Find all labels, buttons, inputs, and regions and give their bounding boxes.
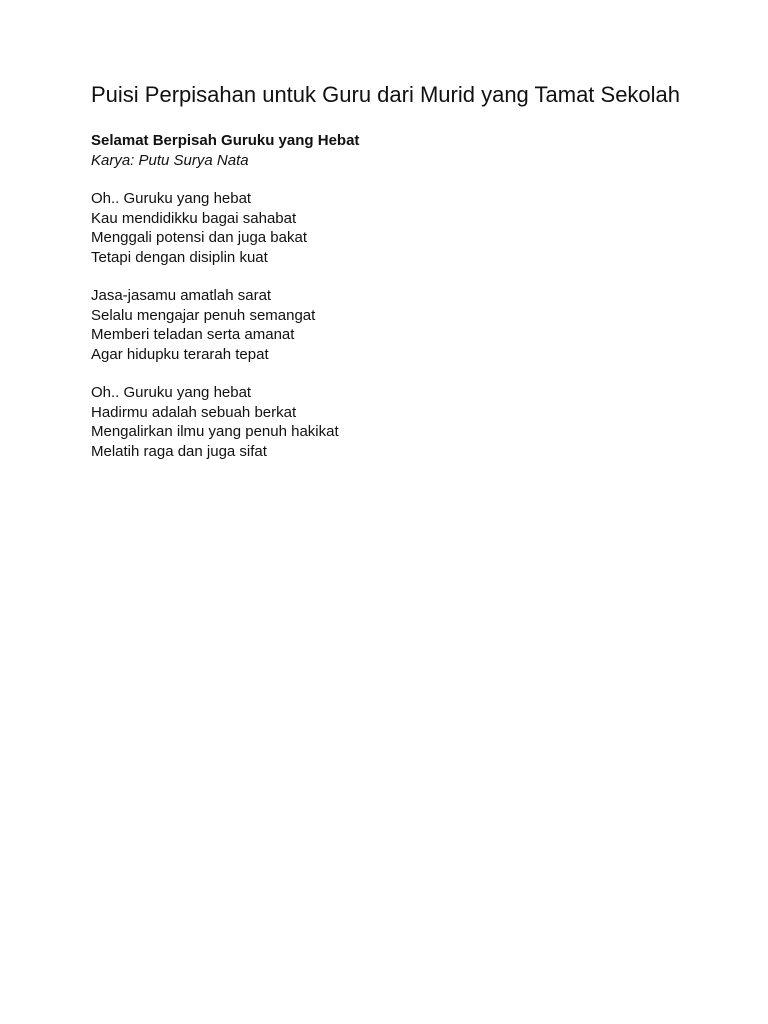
poem-title: Selamat Berpisah Guruku yang Hebat [91, 132, 360, 149]
poem-line: Jasa-jasamu amatlah sarat [91, 287, 272, 304]
stanza-3 [91, 383, 691, 461]
poem-line: Melatih raga dan juga sifat [91, 442, 267, 460]
poem-line: Oh.. Guruku yang hebat [91, 190, 252, 207]
stanza-2 [91, 286, 691, 364]
document-title: Puisi Perpisahan untuk Guru dari Murid yang Tamat Sekolah [91, 82, 681, 107]
poem-line: Kau mendidikku bagai sahabat [91, 209, 297, 227]
poem-author: Karya: Putu Surya Nata [91, 152, 249, 169]
poem-line: Oh.. Guruku yang hebat [91, 384, 252, 401]
poem-line: Hadirmu adalah sebuah berkat [91, 403, 297, 421]
poem-line: Selalu mengajar penuh semangat [91, 306, 316, 324]
stanza-1 [91, 189, 691, 267]
document-body [91, 80, 691, 461]
poem-line: Tetapi dengan disiplin kuat [91, 248, 268, 266]
poem-line: Memberi teladan serta amanat [91, 326, 295, 343]
poem-line: Agar hidupku terarah tepat [91, 345, 269, 363]
poem-line: Menggali potensi dan juga bakat [91, 229, 307, 246]
poem-line: Mengalirkan ilmu yang penuh hakikat [91, 423, 339, 440]
